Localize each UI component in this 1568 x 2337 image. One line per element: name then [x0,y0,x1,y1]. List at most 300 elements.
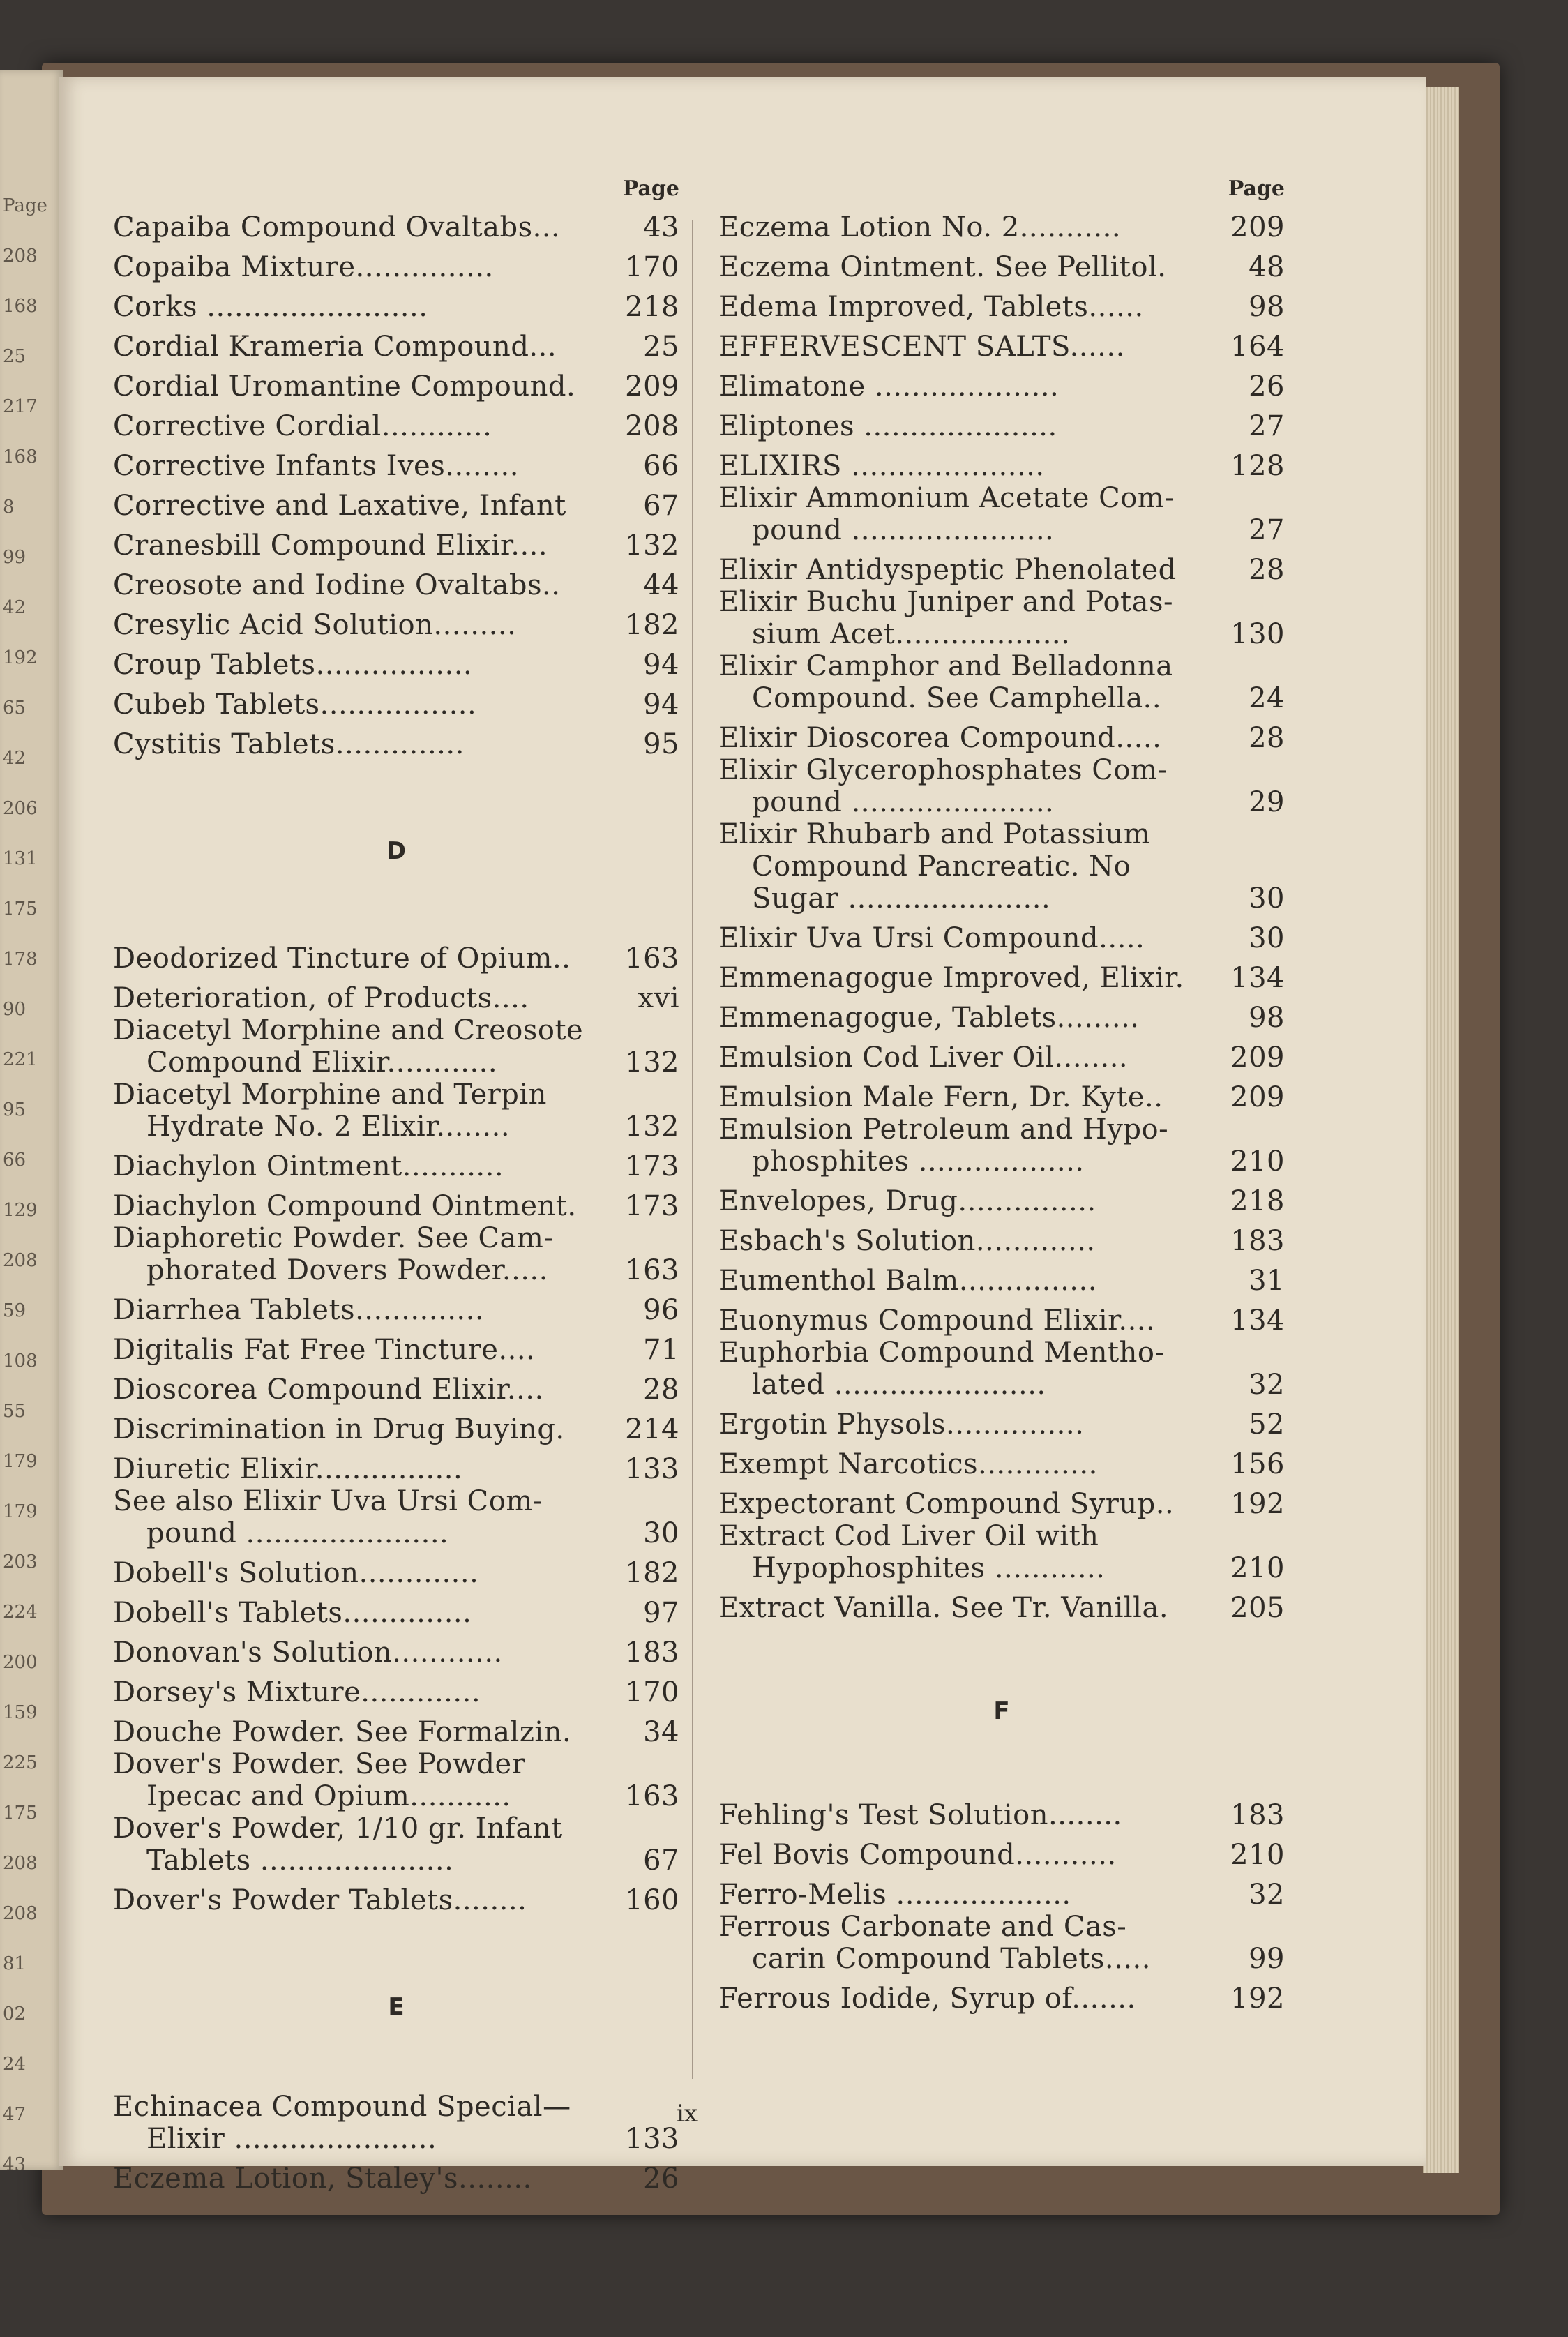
index-entry [113,1014,679,1046]
index-entry [718,546,1285,586]
entry-page: 133 [625,2123,679,2155]
entry-page: 182 [625,609,679,641]
index-entry [718,1074,1285,1113]
entry-text: ELIXIRS ..................... [718,450,1045,482]
entry-page: 44 [643,569,679,601]
index-entry [718,1552,1285,1584]
index-entry [718,1145,1285,1178]
entry-page: 170 [625,251,679,283]
entry-page: 183 [1230,1225,1285,1257]
entry-page: 28 [1249,722,1285,754]
entry-page: 66 [643,450,679,482]
entry-page: 97 [643,1597,679,1629]
prev-page-fragment: 43 [3,2154,27,2170]
entry-page: 98 [1249,1002,1285,1034]
entry-text: Esbach's Solution............. [718,1225,1096,1257]
prev-page-fragment: 66 [3,1150,27,1171]
prev-page-fragment: 108 [3,1351,38,1372]
index-entry [718,482,1285,514]
entry-text: Elixir Antidyspeptic Phenolated [718,554,1177,586]
entry-page: 209 [1230,1081,1285,1113]
entry-page: 164 [1230,331,1285,363]
entry-text: Tablets ..................... [146,1844,454,1877]
index-entry [113,1669,679,1708]
entry-text: pound ...................... [752,786,1055,818]
entry-page: 132 [625,1111,679,1143]
entry-page: 28 [643,1374,679,1406]
prev-page-fragment: 203 [3,1551,38,1572]
entry-page: 170 [625,1676,679,1708]
entry-page: 29 [1249,786,1285,818]
index-entry [718,1257,1285,1297]
index-entry [113,1326,679,1366]
entry-page: xvi [638,982,679,1014]
index-entry [718,1369,1285,1401]
prev-page-fragment: 179 [3,1501,38,1522]
entry-text: Elixir Rhubarb and Potassium [718,818,1151,850]
prev-page-fragment: 55 [3,1401,27,1422]
entry-text: Cranesbill Compound Elixir.... [113,529,548,562]
entry-page: 192 [1230,1983,1285,2015]
index-entry [113,1780,679,1812]
prev-page-fragment: 81 [3,1953,27,1974]
index-entry [113,721,679,760]
entry-text: Envelopes, Drug............... [718,1185,1096,1217]
entry-text: Elixir Camphor and Belladonna [718,650,1173,682]
left-column [113,174,679,2195]
index-entry [718,994,1285,1034]
entry-text: Ergotin Physols............... [718,1408,1085,1441]
entry-page: 173 [625,1150,679,1182]
entry-page: 209 [625,370,679,403]
prev-page-fragment: 131 [3,848,38,869]
prev-page-fragment: 24 [3,2054,27,2075]
index-entry [113,522,679,562]
previous-page-edge [0,70,63,2170]
prev-page-fragment: 42 [3,597,27,618]
entry-text: Diuretic Elixir................ [113,1453,463,1485]
index-entry [718,323,1285,363]
prev-page-fragment: 59 [3,1300,27,1321]
index-entry [718,786,1285,818]
entry-text: Compound Pancreatic. No [752,850,1131,882]
index-entry [113,1485,679,1517]
entry-page: 26 [1249,370,1285,403]
entry-text: Dover's Powder, 1/10 gr. Infant [113,1812,563,1844]
entry-text: Elixir Ammonium Acetate Com- [718,482,1175,514]
index-entry [113,243,679,283]
prev-page-fragment: 224 [3,1602,38,1623]
prev-page-fragment: 206 [3,798,38,819]
index-entry [718,1520,1285,1552]
index-entry [113,323,679,363]
index-entry [113,2155,679,2195]
entry-text: Dover's Powder. See Powder [113,1748,526,1780]
index-entry [113,1629,679,1669]
index-entry [718,714,1285,754]
index-entry [113,601,679,641]
entry-text: Cresylic Acid Solution......... [113,609,517,641]
entry-page: 52 [1249,1408,1285,1441]
entry-text: Diarrhea Tablets.............. [113,1294,485,1326]
entry-page: 218 [625,291,679,323]
index-entry [113,1143,679,1182]
entry-page: 132 [625,1046,679,1079]
index-entry [718,442,1285,482]
index-entry [113,1517,679,1549]
entry-text: Extract Cod Liver Oil with [718,1520,1099,1552]
entry-text: Dorsey's Mixture............. [113,1676,481,1708]
index-entry [718,818,1285,850]
prev-page-fragment: 42 [3,748,27,769]
entry-text: Capaiba Compound Ovaltabs... [113,211,561,243]
entry-text: Emulsion Petroleum and Hypo- [718,1113,1169,1145]
index-entry [113,1046,679,1079]
entry-text: Emmenagogue, Tablets......... [718,1002,1140,1034]
index-entry [718,650,1285,682]
entry-page: 32 [1249,1879,1285,1911]
entry-page: 94 [643,649,679,681]
index-entry [718,1217,1285,1257]
entry-page: 173 [625,1190,679,1222]
prev-page-fragment: 175 [3,1803,38,1824]
entry-page: 30 [643,1517,679,1549]
index-entry [718,850,1285,882]
entry-text: Emmenagogue Improved, Elixir. [718,962,1184,994]
entry-text: Copaiba Mixture............... [113,251,494,283]
entry-text: Eczema Ointment. See Pellitol. [718,251,1167,283]
entry-text: Exempt Narcotics............. [718,1448,1098,1480]
index-entry [718,1034,1285,1074]
index-entry [113,1589,679,1629]
index-entry [718,586,1285,618]
entry-page: 156 [1230,1448,1285,1480]
entry-page: 210 [1230,1145,1285,1178]
prev-page-fragment: 175 [3,899,38,919]
entry-text: Cordial Krameria Compound... [113,331,557,363]
index-entry [718,204,1285,243]
entry-text: Sugar ...................... [752,882,1051,915]
entry-page: 182 [625,1557,679,1589]
entry-page: 132 [625,529,679,562]
entry-text: Dobell's Solution............. [113,1557,479,1589]
entry-text: Cordial Uromantine Compound. [113,370,576,403]
entry-page: 210 [1230,1839,1285,1871]
entry-text: Fehling's Test Solution........ [718,1799,1122,1831]
entry-text: Dioscorea Compound Elixir.... [113,1374,544,1406]
index-entry [718,754,1285,786]
section-heading: F [993,1697,1010,1725]
entry-page: 133 [625,1453,679,1485]
entry-text: Corrective Cordial............ [113,410,492,442]
entry-page: 27 [1249,410,1285,442]
index-entry [718,363,1285,403]
prev-page-fragment: 208 [3,1853,38,1874]
index-entry [718,1113,1285,1145]
entry-text: Corrective and Laxative, Infant [113,490,566,522]
prev-page-fragment: 208 [3,1250,38,1271]
index-entry [113,1748,679,1780]
entry-text: EFFERVESCENT SALTS...... [718,331,1125,363]
index-entry [718,915,1285,954]
entry-page: 95 [643,728,679,760]
index-entry [718,1441,1285,1480]
entry-text: Eczema Lotion, Staley's........ [113,2163,532,2195]
entry-text: sium Acet................... [752,618,1071,650]
index-entry [718,1911,1285,1943]
entry-page: 209 [1230,211,1285,243]
index-entry [718,514,1285,546]
index-entry [718,283,1285,323]
entry-text: Eumenthol Balm............... [718,1265,1097,1297]
entry-page: 99 [1249,1943,1285,1975]
entry-page: 32 [1249,1369,1285,1401]
entry-text: Deterioration, of Products.... [113,982,529,1014]
entry-text: Ferrous Carbonate and Cas- [718,1911,1127,1943]
index-entry [718,1178,1285,1217]
index-entry [113,975,679,1014]
index-entry [113,1182,679,1222]
index-entry [718,1791,1285,1831]
entry-page: 134 [1230,1305,1285,1337]
index-entry [113,204,679,243]
prev-page-fragment: 225 [3,1752,38,1773]
entry-text: lated ....................... [752,1369,1046,1401]
index-entry [113,1406,679,1445]
entry-page: 67 [643,1844,679,1877]
index-entry [113,403,679,442]
prev-page-fragment: 208 [3,246,38,266]
entry-text: Diaphoretic Powder. See Cam- [113,1222,554,1254]
entry-text: Corrective Infants Ives........ [113,450,519,482]
prev-page-fragment: 47 [3,2104,27,2125]
prev-page-fragment: 02 [3,2004,27,2024]
entry-text: Edema Improved, Tablets...... [718,291,1144,323]
prev-page-fragment: 217 [3,396,38,417]
index-entry [718,1831,1285,1871]
index-entry [113,363,679,403]
entry-text: pound ...................... [146,1517,449,1549]
right-column [718,174,1285,2015]
entry-text: Extract Vanilla. See Tr. Vanilla. [718,1592,1169,1624]
index-entry [113,1445,679,1485]
entry-page: 214 [625,1413,679,1445]
entry-text: Discrimination in Drug Buying. [113,1413,565,1445]
prev-page-fragment: 221 [3,1049,38,1070]
index-entry [113,1111,679,1143]
index-entry [113,1222,679,1254]
entry-page: 94 [643,689,679,721]
entry-page: 98 [1249,291,1285,323]
entry-page: 160 [625,1884,679,1916]
entry-page: 134 [1230,962,1285,994]
entry-text: Dover's Powder Tablets........ [113,1884,527,1916]
entry-text: Diachylon Compound Ointment. [113,1190,577,1222]
entry-text: Elixir ...................... [146,2123,437,2155]
entry-page: 24 [1249,682,1285,714]
entry-text: Euonymus Compound Elixir.... [718,1305,1156,1337]
entry-text: pound ...................... [752,514,1055,546]
index-entry [113,2091,679,2123]
entry-text: Diachylon Ointment........... [113,1150,504,1182]
entry-text: Deodorized Tincture of Opium.. [113,942,571,975]
entry-text: Emulsion Male Fern, Dr. Kyte.. [718,1081,1163,1113]
entry-text: Cystitis Tablets.............. [113,728,465,760]
index-entry [113,1708,679,1748]
entry-page: 183 [625,1637,679,1669]
entry-text: Cubeb Tablets................. [113,689,477,721]
index-entry [718,243,1285,283]
entry-page: 128 [1230,450,1285,482]
index-entry [718,1975,1285,2015]
entry-page: 27 [1249,514,1285,546]
entry-page: 130 [1230,618,1285,650]
index-entry [718,1584,1285,1624]
entry-text: Digitalis Fat Free Tincture.... [113,1334,536,1366]
prev-page-fragment: 65 [3,698,27,719]
entry-text: Eczema Lotion No. 2........... [718,211,1122,243]
entry-page: 34 [643,1716,679,1748]
entry-text: Ferro-Melis ................... [718,1879,1071,1911]
entry-page: 30 [1249,882,1285,915]
index-entry [718,403,1285,442]
prev-page-fragment: 192 [3,647,38,668]
page-edges [1423,87,1459,2173]
entry-page: 43 [643,211,679,243]
entry-text: carin Compound Tablets..... [752,1943,1151,1975]
prev-page-fragment: 178 [3,949,38,970]
entry-text: Fel Bovis Compound........... [718,1839,1117,1871]
entry-text: Hydrate No. 2 Elixir........ [146,1111,511,1143]
index-entry [718,1943,1285,1975]
entry-page: 210 [1230,1552,1285,1584]
entry-text: Croup Tablets................. [113,649,473,681]
index-entry [718,1297,1285,1337]
index-entry [718,1401,1285,1441]
entry-page: 205 [1230,1592,1285,1624]
entry-text: Compound Elixir............ [146,1046,498,1079]
entry-page: 163 [625,942,679,975]
entry-text: Ferrous Iodide, Syrup of....... [718,1983,1136,2015]
index-entry [113,641,679,681]
entry-page: 67 [643,490,679,522]
entry-page: 31 [1249,1265,1285,1297]
index-entry [113,1549,679,1589]
entry-text: Creosote and Iodine Ovaltabs.. [113,569,561,601]
entry-text: Douche Powder. See Formalzin. [113,1716,572,1748]
entry-text: Donovan's Solution............ [113,1637,503,1669]
entry-page: 208 [625,410,679,442]
entry-page: 71 [643,1334,679,1366]
index-entry [113,1877,679,1916]
section-heading: D [386,837,407,865]
entry-text: Eliptones ..................... [718,410,1057,442]
index-entry [113,1254,679,1286]
prev-page-fragment: 95 [3,1099,27,1120]
prev-page-fragment: 200 [3,1652,38,1673]
entry-text: See also Elixir Uva Ursi Com- [113,1485,543,1517]
prev-page-fragment: 208 [3,1903,38,1924]
entry-text: Corks ........................ [113,291,428,323]
prev-page-fragment: 99 [3,547,27,568]
entry-page: 25 [643,331,679,363]
index-entry [718,1337,1285,1369]
entry-page: 26 [643,2163,679,2195]
entry-text: Elixir Buchu Juniper and Potas- [718,586,1174,618]
prev-page-fragment: Page [3,195,47,216]
entry-text: Expectorant Compound Syrup.. [718,1488,1175,1520]
entry-text: Dobell's Tablets.............. [113,1597,472,1629]
entry-page: 163 [625,1780,679,1812]
page-column-label: Page [1228,176,1285,201]
index-entry [113,1079,679,1111]
index-entry [718,882,1285,915]
entry-text: Ipecac and Opium........... [146,1780,511,1812]
prev-page-fragment: 90 [3,999,27,1020]
column-divider [692,220,693,2079]
entry-page: 96 [643,1294,679,1326]
index-entry [113,1844,679,1877]
entry-text: Elimatone .................... [718,370,1060,403]
index-entry [718,1480,1285,1520]
entry-text: phorated Dovers Powder..... [146,1254,548,1286]
entry-page: 209 [1230,1042,1285,1074]
entry-page: 192 [1230,1488,1285,1520]
prev-page-fragment: 159 [3,1702,38,1723]
page-column-label: Page [622,176,679,201]
entry-text: Elixir Glycerophosphates Com- [718,754,1168,786]
index-entry [718,954,1285,994]
index-entry [113,2123,679,2155]
prev-page-fragment: 25 [3,346,27,367]
index-entry [718,1871,1285,1911]
prev-page-fragment: 168 [3,296,38,317]
entry-text: Echinacea Compound Special— [113,2091,571,2123]
section-heading: E [388,1993,405,2021]
prev-page-fragment: 129 [3,1200,38,1221]
index-entry [113,283,679,323]
entry-page: 48 [1249,251,1285,283]
entry-text: Diacetyl Morphine and Creosote [113,1014,584,1046]
entry-page: 183 [1230,1799,1285,1831]
entry-text: Diacetyl Morphine and Terpin [113,1079,547,1111]
index-entry [113,935,679,975]
entry-page: 163 [625,1254,679,1286]
entry-text: Euphorbia Compound Mentho- [718,1337,1165,1369]
index-entry [113,1366,679,1406]
index-entry [113,482,679,522]
prev-page-fragment: 168 [3,446,38,467]
index-entry [113,1812,679,1844]
index-entry [113,562,679,601]
entry-text: Elixir Uva Ursi Compound..... [718,922,1145,954]
index-entry [113,681,679,721]
index-entry [718,682,1285,714]
entry-text: Compound. See Camphella.. [752,682,1162,714]
prev-page-fragment: 8 [3,497,15,518]
entry-text: phosphites .................. [752,1145,1085,1178]
entry-text: Hypophosphites ............ [752,1552,1106,1584]
entry-text: Emulsion Cod Liver Oil........ [718,1042,1129,1074]
prev-page-fragment: 179 [3,1451,38,1472]
entry-page: 28 [1249,554,1285,586]
index-entry [718,618,1285,650]
index-entry [113,442,679,482]
entry-page: 218 [1230,1185,1285,1217]
entry-page: 30 [1249,922,1285,954]
entry-text: Elixir Dioscorea Compound..... [718,722,1162,754]
index-entry [113,1286,679,1326]
